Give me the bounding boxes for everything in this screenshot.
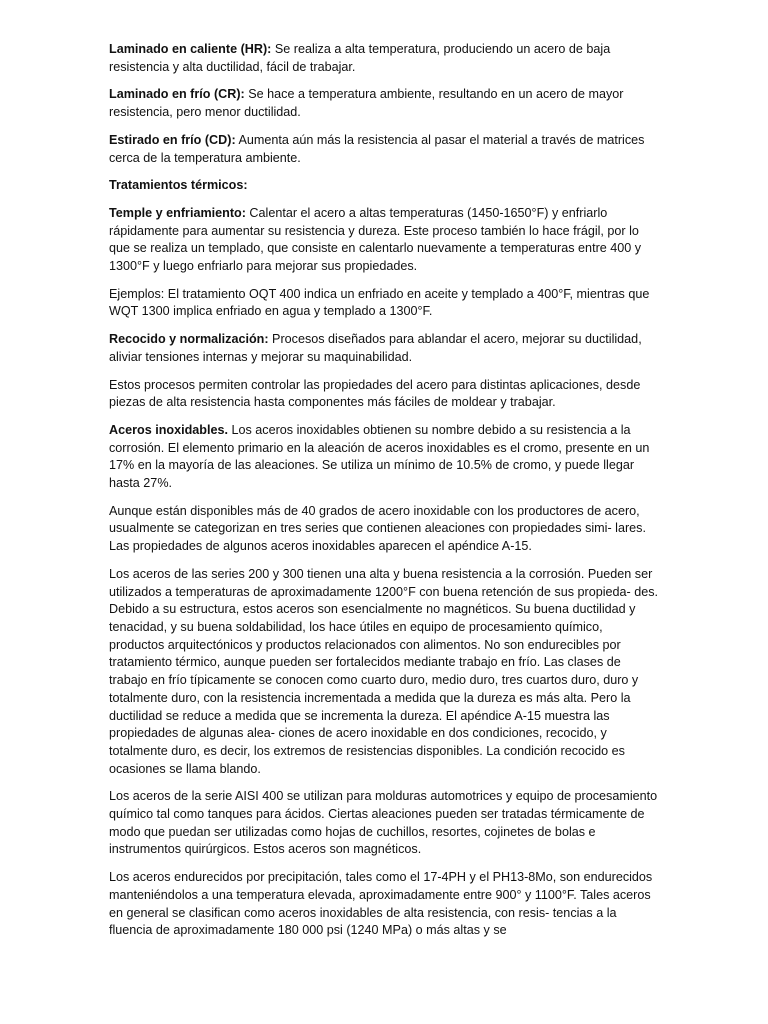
paragraph-text: Los aceros de las series 200 y 300 tienen una alta y buena resistencia a la corrosión. Pueden ser utilizados a temperaturas de aproximadamente 1200°F con buena retención de sus propieda- des. Debido a su estructura, estos aceros son esencialmente no magnéticos. Su buena ductilidad y tenacidad, y su buena soldabilidad, los hace útiles en equipo de procesamiento químico, productos arquitectónicos y productos relacionados con alimentos. No son endurecibles por tratamiento térmico, aunque pueden ser fortalecidos mediante trabajo en frío. Las clases de trabajo en frío típicamente se conocen como cuarto duro, medio duro, tres cuartos duro, duro y totalmente duro, con la resistencia incrementada a medida que la dureza es más alta. Pero la ductilidad se reduce a medida que se incrementa la dureza. El apéndice A-15 muestra las propiedades de algunas alea- ciones de acero inoxidable en dos condiciones, recocido, y totalmente duro, es decir, los extremos de resistencias disponibles. La condición recocido es ocasiones se llama blando. [109, 566, 659, 776]
term-stainless-steels: Aceros inoxidables. [109, 422, 228, 437]
paragraph-text: Los aceros de la serie AISI 400 se utilizan para molduras automotrices y equipo de procesamiento químico tal como tanques para ácidos. Ciertas aleaciones pueden ser tratadas térmicamente de modo que puedan ser utilizadas como hojas de cuchillos, resortes, cojinetes de bolas e instrumentos quirúrgicos. Estos aceros son magnéticos. [109, 789, 658, 857]
term-annealing: Recocido y normalización: [109, 332, 269, 347]
term-cold-drawing: Estirado en frío (CD): [109, 132, 236, 147]
paragraph-grades [109, 503, 661, 556]
term-quench-temper: Temple y enfriamiento: [109, 205, 246, 220]
paragraph-text: Estos procesos permiten controlar las propiedades del acero para distintas aplicaciones, desde piezas de alta resistencia hasta componentes más fáciles de moldear y trabajar. [109, 377, 641, 410]
paragraph-hot-rolling [109, 41, 661, 76]
section-heading-heat-treatments [109, 177, 661, 195]
term-hot-rolling: Laminado en caliente (HR): [109, 42, 272, 56]
paragraph-annealing [109, 331, 661, 366]
paragraph-cold-drawing [109, 132, 661, 167]
term-cold-rolling: Laminado en frío (CR): [109, 87, 245, 102]
paragraph-text: Ejemplos: El tratamiento OQT 400 indica un enfriado en aceite y templado a 400°F, mientras que WQT 1300 implica enfriado en agua y templado a 1300°F. [109, 286, 650, 319]
paragraph-text: Aumenta aún más la resistencia al pasar el material a través de matrices cerca de la temperatura ambiente. [109, 132, 645, 165]
paragraph-text: Aunque están disponibles más de 40 grados de acero inoxidable con los productores de acero, usualmente se categorizan en tres series que contienen aleaciones con propiedades simi- lares. Las propiedades de algunos aceros inoxidables aparecen el apéndice A-15. [109, 503, 646, 554]
paragraph-quench-temper [109, 205, 661, 276]
paragraph-processes-summary [109, 377, 661, 412]
paragraph-cold-rolling [109, 86, 661, 121]
paragraph-stainless-steels [109, 422, 661, 493]
paragraph-text: Los aceros inoxidables obtienen su nombre debido a su resistencia a la corrosión. El elemento primario en la aleación de aceros inoxidables es el cromo, presente en un 17% en la mayoría de las aleaciones. Se utiliza un mínimo de 10.5% de cromo, y puede llegar hasta 27%. [109, 422, 650, 491]
paragraph-text: Se hace a temperatura ambiente, resultando en un acero de mayor resistencia, pero menor ductilidad. [109, 87, 624, 120]
paragraph-text: Se realiza a alta temperatura, produciendo un acero de baja resistencia y alta ductilidad, fácil de trabajar. [109, 42, 611, 74]
document-body [109, 41, 661, 950]
paragraph-series-400 [109, 788, 661, 859]
paragraph-precipitation-hardened [109, 869, 661, 940]
paragraph-text: Procesos diseñados para ablandar el acero, mejorar su ductilidad, aliviar tensiones internas y mejorar su maquinabilidad. [109, 332, 642, 364]
paragraph-examples [109, 286, 661, 321]
paragraph-series-200-300 [109, 566, 661, 778]
paragraph-text: Calentar el acero a altas temperaturas (1450-1650°F) y enfriarlo rápidamente para aumentar su resistencia y dureza. Este proceso también lo hace frágil, por lo que se realiza un templado, que consiste en calentarlo nuevamente a temperaturas entre 400 y 1300°F y luego enfriarlo para mejorar sus propiedades. [109, 205, 642, 274]
paragraph-text: Los aceros endurecidos por precipitación, tales como el 17-4PH y el PH13-8Mo, son endurecidos manteniéndolos a una temperatura elevada, aproximadamente entre 900° y 1100°F. Tales aceros en general se clasifican como aceros inoxidables de alta resistencia, con resis- tencias a la fluencia de aproximadamente 180 000 psi (1240 MPa) o más altas y se [109, 870, 653, 938]
heading-heat-treatments: Tratamientos térmicos: [109, 178, 248, 193]
